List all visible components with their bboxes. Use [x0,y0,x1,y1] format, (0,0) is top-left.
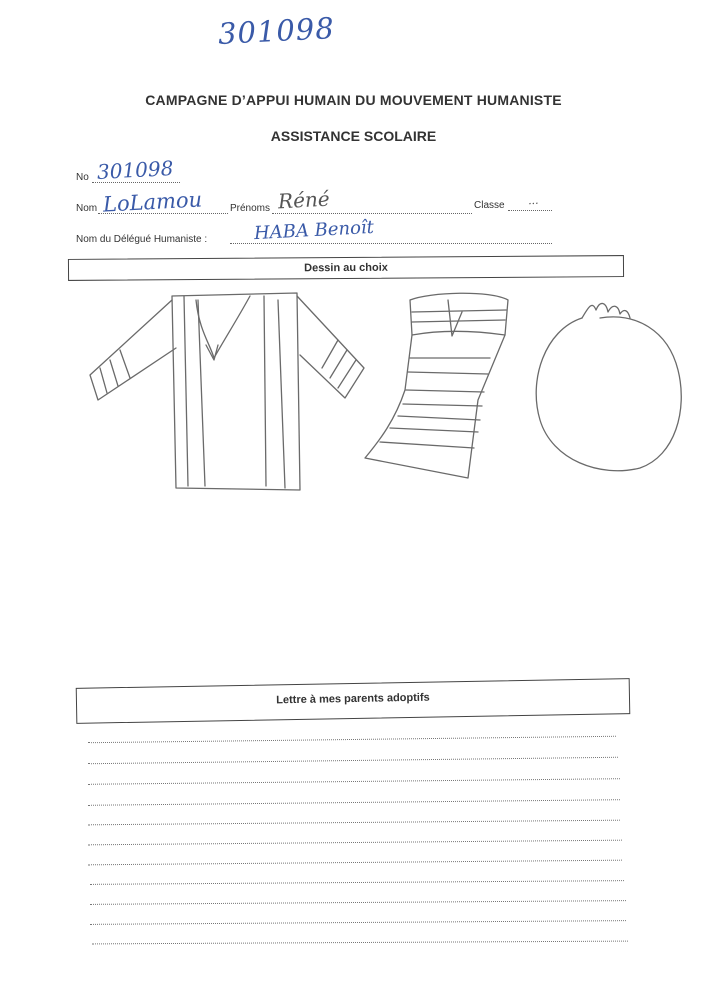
letter-line [88,757,618,764]
letter-line [90,920,626,925]
prenoms-value: Réné [277,186,331,214]
letter-line [88,778,620,785]
no-value: 301098 [96,156,174,184]
no-label: No [76,172,89,183]
letter-line [88,860,622,866]
handwritten-top-number: 301098 [217,10,336,52]
fruit-drawing-icon [536,303,681,470]
prenoms-label: Prénoms [230,203,271,214]
delegue-label: Nom du Délégué Humaniste : [76,234,208,245]
shirt-drawing-icon [90,293,364,490]
delegue-value: HABA Benoît [253,216,375,245]
letter-line [88,799,620,806]
page-title: CAMPAGNE D’APPUI HUMAIN DU MOUVEMENT HUMANISTE [145,92,562,108]
letter-line [88,840,622,846]
dress-drawing-icon [365,293,508,478]
classe-label: Classe [474,200,505,211]
nom-label: Nom [76,203,98,214]
letter-line [90,900,626,905]
letter-line [92,941,628,945]
drawing-section-header: Dessin au choix [68,255,624,281]
page-subtitle: ASSISTANCE SCOLAIRE [270,128,437,144]
letter-line [88,820,620,826]
letter-section-header: Lettre à mes parents adoptifs [76,678,631,724]
classe-value: ... [527,193,539,208]
letter-line [90,880,624,885]
nom-value: LoLamou [102,187,203,217]
letter-line [88,736,616,743]
